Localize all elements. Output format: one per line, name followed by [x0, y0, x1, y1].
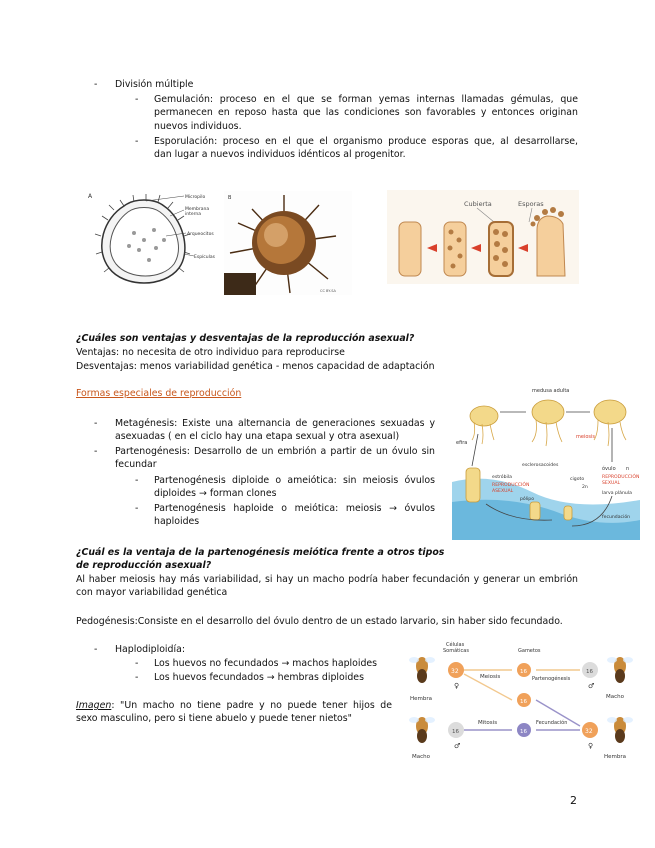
label-interna: interna [185, 212, 202, 217]
label-espiculas: Espículas [194, 255, 215, 260]
metagenesis-paragraph: Metagénesis: Existe una alternancia de generaciones sexuadas y asexuadas ( en el ciclo hay una etapa sexual y otra asexual) [115, 418, 435, 443]
figure-b-letter: B [228, 195, 232, 201]
label-repro-sexual-1: REPRODUCCIÓN [602, 475, 640, 480]
bullet-dash: - [135, 136, 139, 147]
label-esclerosacoides: esclerosacoides [522, 463, 559, 468]
female-symbol-icon: ♀ [454, 682, 460, 690]
gemulacion-term: Gemulación: [154, 94, 214, 105]
label-repro-asexual-2: ASEXUAL [492, 489, 514, 494]
formas-heading[interactable] [76, 387, 241, 400]
figure-a-letter: A [88, 193, 93, 200]
label-fecundacion: fecundación [602, 515, 631, 520]
label-esporas: Esporas [518, 200, 544, 208]
gemmule-photo [224, 191, 352, 295]
meiotica-answer: Al haber meiosis hay más variabilidad, si hay un macho podría haber fecundación y generar un embrión con mayor variabilidad genética [76, 574, 578, 599]
page-number: 2 [570, 794, 577, 807]
bee-icon [607, 717, 633, 743]
label-repro-sexual-2: SEXUAL [602, 481, 621, 486]
partenogenesis-diploide: Partenogénesis diploide o ameiótica: sin meiosis óvulos diploides → forman clones [154, 475, 435, 500]
label-cubierta: Cubierta [464, 200, 492, 208]
bullet-dash: - [135, 658, 139, 669]
label-hembra-bottom: Hembra [604, 754, 626, 760]
male-symbol-icon: ♂ [454, 742, 461, 750]
ventajas-text: Ventajas: no necesita de otro individuo para reproducirse [76, 347, 345, 358]
label-hembra-top: Hembra [410, 696, 432, 702]
label-2n: 2n [582, 485, 588, 490]
count-32: 32 [451, 668, 459, 675]
bullet-dash: - [135, 475, 139, 486]
label-celulas-1: Células [446, 642, 465, 648]
label-n: n [626, 466, 630, 472]
label-fecundacion-bee: Fecundación [536, 720, 568, 726]
imagen-quote: Imagen: "Un macho no tiene padre y no puede tener hijos de sexo masculino, pero si tiene abuelo y puede tener nietos" [76, 700, 392, 725]
esporulacion-term: Esporulación: [154, 136, 218, 147]
label-macho-bottom: Macho [412, 754, 430, 760]
female-symbol-icon: ♀ [588, 742, 594, 750]
gemulacion-paragraph: Gemulación: proceso en el que se forman yemas internas llamadas gémulas, que permanecen en reposo hasta que las condiciones son favorables y entonces originan nuevos individuos. [154, 94, 578, 132]
pedogenesis-text: Pedogénesis:Consiste en el desarrollo del óvulo dentro de un estado larvario, sin haber sido fecundado. [76, 616, 563, 627]
photo-credit: CC BY-SA [320, 289, 336, 293]
bullet-dash: - [94, 79, 98, 90]
count-16a: 16 [520, 669, 527, 675]
label-arqueocitos: Arqueocitos [187, 232, 214, 237]
haplodiploidia-item-1: Los huevos no fecundados → machos haploides [154, 658, 378, 669]
spores-diagram [387, 190, 579, 284]
gemmule-diagram [84, 188, 224, 296]
label-celulas-2: Somáticas [443, 648, 469, 654]
bullet-dash: - [135, 503, 139, 514]
count-16e: 16 [520, 729, 527, 735]
label-ovulo: óvulo [602, 466, 616, 472]
bee-icon [409, 717, 435, 743]
label-gametos: Gametos [518, 648, 541, 654]
label-polipo: pólipo [520, 497, 535, 502]
jellyfish-lifecycle-diagram [452, 382, 640, 540]
label-meiosis: meiosis [576, 434, 595, 440]
desventajas-text: Desventajas: menos variabilidad genética - menos capacidad de adaptación [76, 361, 435, 372]
formas-heading-link[interactable]: Formas especiales de reproducción [76, 388, 242, 399]
partenogenesis-haploide: Partenogénesis haploide o meiótica: meiosis → óvulos haploides [154, 503, 435, 528]
label-larva: larva plánula [602, 491, 632, 496]
bee-icon [607, 657, 633, 683]
label-macho-top: Macho [606, 694, 624, 700]
label-medusa-adulta: medusa adulta [532, 388, 570, 394]
bullet-dash: - [135, 672, 139, 683]
bullet-dash: - [94, 644, 98, 655]
esporulacion-paragraph: Esporulación: proceso en el que el organismo produce esporas que, al desarrollarse, dan lugar a nuevos individuos idénticos al progenitor. [154, 136, 578, 161]
asexual-question: ¿Cuáles son ventajas y desventajas de la reproducción asexual? [76, 333, 415, 344]
male-symbol-icon: ♂ [588, 682, 595, 690]
meiotica-question-line2: de reproducción asexual? [76, 560, 212, 571]
label-efira: efira [456, 440, 468, 446]
count-16b: 16 [586, 669, 593, 675]
count-16d: 16 [452, 729, 459, 735]
label-micropilo: Micropilo [185, 195, 206, 200]
partenogenesis-paragraph: Partenogénesis: Desarrollo de un embrión a partir de un óvulo sin fecundar [115, 446, 435, 471]
label-estrobila: estróbila [492, 475, 512, 480]
meiotica-question-line1: ¿Cuál es la ventaja de la partenogénesis meiótica frente a otros tipos [76, 547, 445, 558]
count-32b: 32 [585, 728, 593, 735]
imagen-label: Imagen [76, 700, 112, 711]
count-16c: 16 [520, 699, 527, 705]
haplodiploidia-item-2: Los huevos fecundados → hembras diploides [154, 672, 364, 683]
bee-icon [409, 657, 435, 683]
bullet-dash: - [94, 418, 98, 429]
label-meiosis-bee: Meiosis [480, 674, 501, 680]
label-mitosis: Mitosis [478, 720, 498, 726]
bullet-dash: - [94, 446, 98, 457]
label-membrana: Membrana [185, 207, 210, 212]
division-title: División múltiple [115, 79, 194, 90]
label-repro-asexual-1: REPRODUCCIÓN [492, 483, 530, 488]
label-partenogenesis-bee: Partenogénesis [532, 676, 571, 682]
label-cigoto: cigoto [570, 477, 585, 482]
bullet-dash: - [135, 94, 139, 105]
haplodiploidia-title: Haplodiploidía: [115, 644, 185, 655]
bee-haplodiploidy-diagram [396, 638, 646, 764]
